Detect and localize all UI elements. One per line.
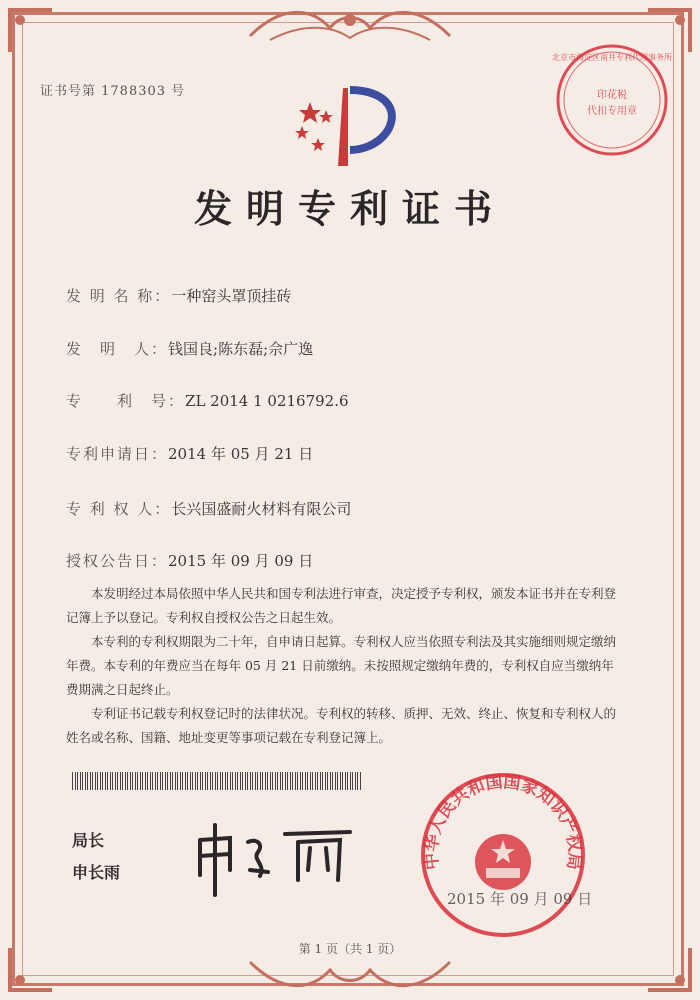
svg-text:中华人民共和国国家知识产权局: 中华人民共和国国家知识产权局 (421, 772, 585, 871)
director-title: 局长 (72, 831, 105, 850)
patentee-value: 长兴国盛耐火材料有限公司 (171, 500, 352, 518)
director-signature (190, 820, 360, 900)
seal-date: 2015 年 09 月 09 日 (447, 890, 593, 908)
body-paragraph: 本专利的专利权期限为二十年，自申请日起算。专利权人应当依照专利法及其实施细则规定缴纳年费。本专利的年费应当在每年 05 月 21 日前缴纳。未按照规定缴纳年费的，专利权自应当缴纳年费期满之日起终止。 (66, 634, 617, 697)
inventor-row (66, 338, 313, 359)
grant-date-row (66, 550, 313, 571)
patent-number-row (66, 390, 349, 411)
top-ornament (240, 6, 460, 50)
body-paragraph: 专利证书记载专利权登记时的法律状况。专利权的转移、质押、无效、终止、恢复和专利权人的姓名或名称、国籍、地址变更等事项记载在专利登记簿上。 (66, 706, 617, 745)
patent-number-label: 专 利 号： (66, 392, 186, 410)
patentee-label: 专 利 权 人： (66, 500, 172, 518)
patentee-row (66, 498, 351, 519)
svg-text:北京市海淀区南井专利代理事务所: 北京市海淀区南井专利代理事务所 (552, 53, 672, 62)
official-seal (418, 770, 588, 940)
corner-ornament-top-left (6, 6, 56, 56)
svg-text:代扣专用章: 代扣专用章 (587, 106, 637, 117)
filing-date-row (66, 443, 313, 464)
inventor-value: 钱国良;陈东磊;佘广逸 (168, 340, 314, 358)
invention-name-value: 一种窑头罩顶挂砖 (171, 287, 292, 305)
sipo-logo-icon (288, 80, 408, 170)
page-number: 第 1 页（共 1 页） (298, 942, 402, 956)
invention-name-row (66, 285, 291, 306)
certificate-number: 证书号第 1788303 号 (40, 84, 186, 99)
certificate-body (66, 582, 626, 750)
filing-date-label: 专利申请日： (66, 445, 169, 463)
bottom-ornament (240, 952, 460, 992)
document-title: 发明专利证书 (193, 186, 506, 231)
svg-text:印花税: 印花税 (597, 90, 627, 101)
agency-stamp (552, 40, 672, 160)
patent-number-value: ZL 2014 1 0216792.6 (185, 392, 349, 410)
inventor-label: 发 明 人： (66, 340, 169, 358)
body-paragraph: 本发明经过本局依照中华人民共和国专利法进行审查，决定授予专利权，颁发本证书并在专利登记簿上予以登记。专利权自授权公告之日起生效。 (66, 586, 617, 625)
director-name: 申长雨 (72, 863, 121, 882)
filing-date-value: 2014 年 05 月 21 日 (168, 445, 314, 463)
grant-date-label: 授权公告日： (66, 552, 169, 570)
invention-name-label: 发 明 名 称： (66, 287, 172, 305)
grant-date-value: 2015 年 09 月 09 日 (168, 552, 314, 570)
barcode (72, 772, 362, 790)
